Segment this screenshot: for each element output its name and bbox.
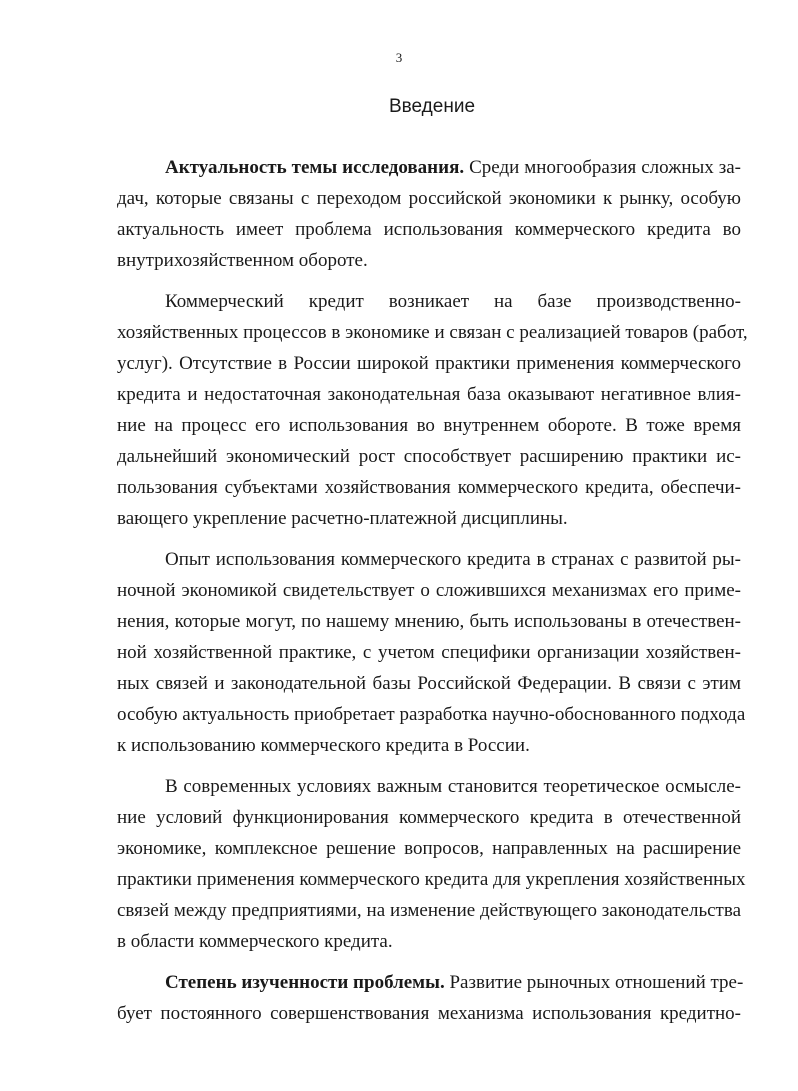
line-text: практики применения коммерческого кредита для укрепления хозяйственных xyxy=(117,869,746,890)
text-line xyxy=(117,998,741,1029)
paragraph xyxy=(117,286,748,534)
text-line xyxy=(117,544,741,575)
line-text: экономике, комплексное решение вопросов, направленных на расширение xyxy=(117,838,741,859)
line-text: В современных условиях важным становится теоретическое осмысле- xyxy=(165,776,741,797)
section-heading: Введение xyxy=(388,96,476,117)
text-line xyxy=(117,730,741,761)
page-number: 3 xyxy=(395,50,403,65)
line-text: к использованию коммерческого кредита в России. xyxy=(117,735,530,756)
paragraph xyxy=(117,544,746,761)
line-text: Развитие рыночных отношений тре- xyxy=(444,972,744,993)
text-line xyxy=(117,441,741,472)
text-line xyxy=(117,699,746,730)
line-text: кредита и недостаточная законодательная база оказывают негативное влия- xyxy=(117,384,741,405)
paragraph xyxy=(117,967,744,1029)
text-line xyxy=(117,967,744,998)
text-line xyxy=(117,379,741,410)
bold-lead: Актуальность темы исследования. xyxy=(165,157,465,178)
text-line xyxy=(117,472,741,503)
line-text: хозяйственных процессов в экономике и связан с реализацией товаров (работ, xyxy=(117,322,748,343)
line-text: актуальность имеет проблема использования коммерческого кредита во xyxy=(117,219,741,240)
line-text: бует постоянного совершенствования механизма использования кредитно- xyxy=(117,1003,741,1024)
line-text: в области коммерческого кредита. xyxy=(117,931,393,952)
body-text xyxy=(117,152,748,1039)
text-line xyxy=(117,245,741,276)
line-text: внутрихозяйственном обороте. xyxy=(117,250,368,271)
line-text: дач, которые связаны с переходом российской экономики к рынку, особую xyxy=(117,188,741,209)
text-line xyxy=(117,926,741,957)
line-text: вающего укрепление расчетно-платежной дисциплины. xyxy=(117,508,568,529)
text-line xyxy=(117,152,741,183)
paragraph xyxy=(117,771,746,957)
text-line xyxy=(117,183,741,214)
line-text: ных связей и законодательной базы Российской Федерации. В связи с этим xyxy=(117,673,741,694)
line-text: особую актуальность приобретает разработка научно-обоснованного подхода xyxy=(117,704,746,725)
line-text: ние условий функционирования коммерческого кредита в отечественной xyxy=(117,807,741,828)
text-line xyxy=(117,410,741,441)
line-text: связей между предприятиями, на изменение действующего законодательства xyxy=(117,900,741,921)
text-line xyxy=(117,833,741,864)
text-line xyxy=(117,503,741,534)
line-text: нения, которые могут, по нашему мнению, быть использованы в отечествен- xyxy=(117,611,741,632)
text-line xyxy=(117,606,741,637)
text-line xyxy=(117,286,741,317)
text-line xyxy=(117,864,746,895)
line-text: Коммерческий кредит возникает на базе производственно- xyxy=(165,291,741,312)
text-line xyxy=(117,575,741,606)
line-text: ночной экономикой свидетельствует о сложившихся механизмах его приме- xyxy=(117,580,741,601)
text-line xyxy=(117,637,741,668)
text-line xyxy=(117,317,748,348)
paragraph xyxy=(117,152,741,276)
text-line xyxy=(117,348,741,379)
text-line xyxy=(117,895,741,926)
line-text: дальнейший экономический рост способствует расширению практики ис- xyxy=(117,446,741,467)
line-text: ной хозяйственной практике, с учетом специфики организации хозяйствен- xyxy=(117,642,741,663)
line-text: пользования субъектами хозяйствования коммерческого кредита, обеспечи- xyxy=(117,477,741,498)
line-text: услуг). Отсутствие в России широкой практики применения коммерческого xyxy=(117,353,741,374)
line-text: Среди многообразия сложных за- xyxy=(464,157,741,178)
bold-lead: Степень изученности проблемы. xyxy=(165,972,445,993)
text-line xyxy=(117,668,741,699)
text-line xyxy=(117,771,741,802)
line-text: Опыт использования коммерческого кредита в странах с развитой ры- xyxy=(165,549,741,570)
text-line xyxy=(117,802,741,833)
text-line xyxy=(117,214,741,245)
line-text: ние на процесс его использования во внутреннем обороте. В тоже время xyxy=(117,415,741,436)
